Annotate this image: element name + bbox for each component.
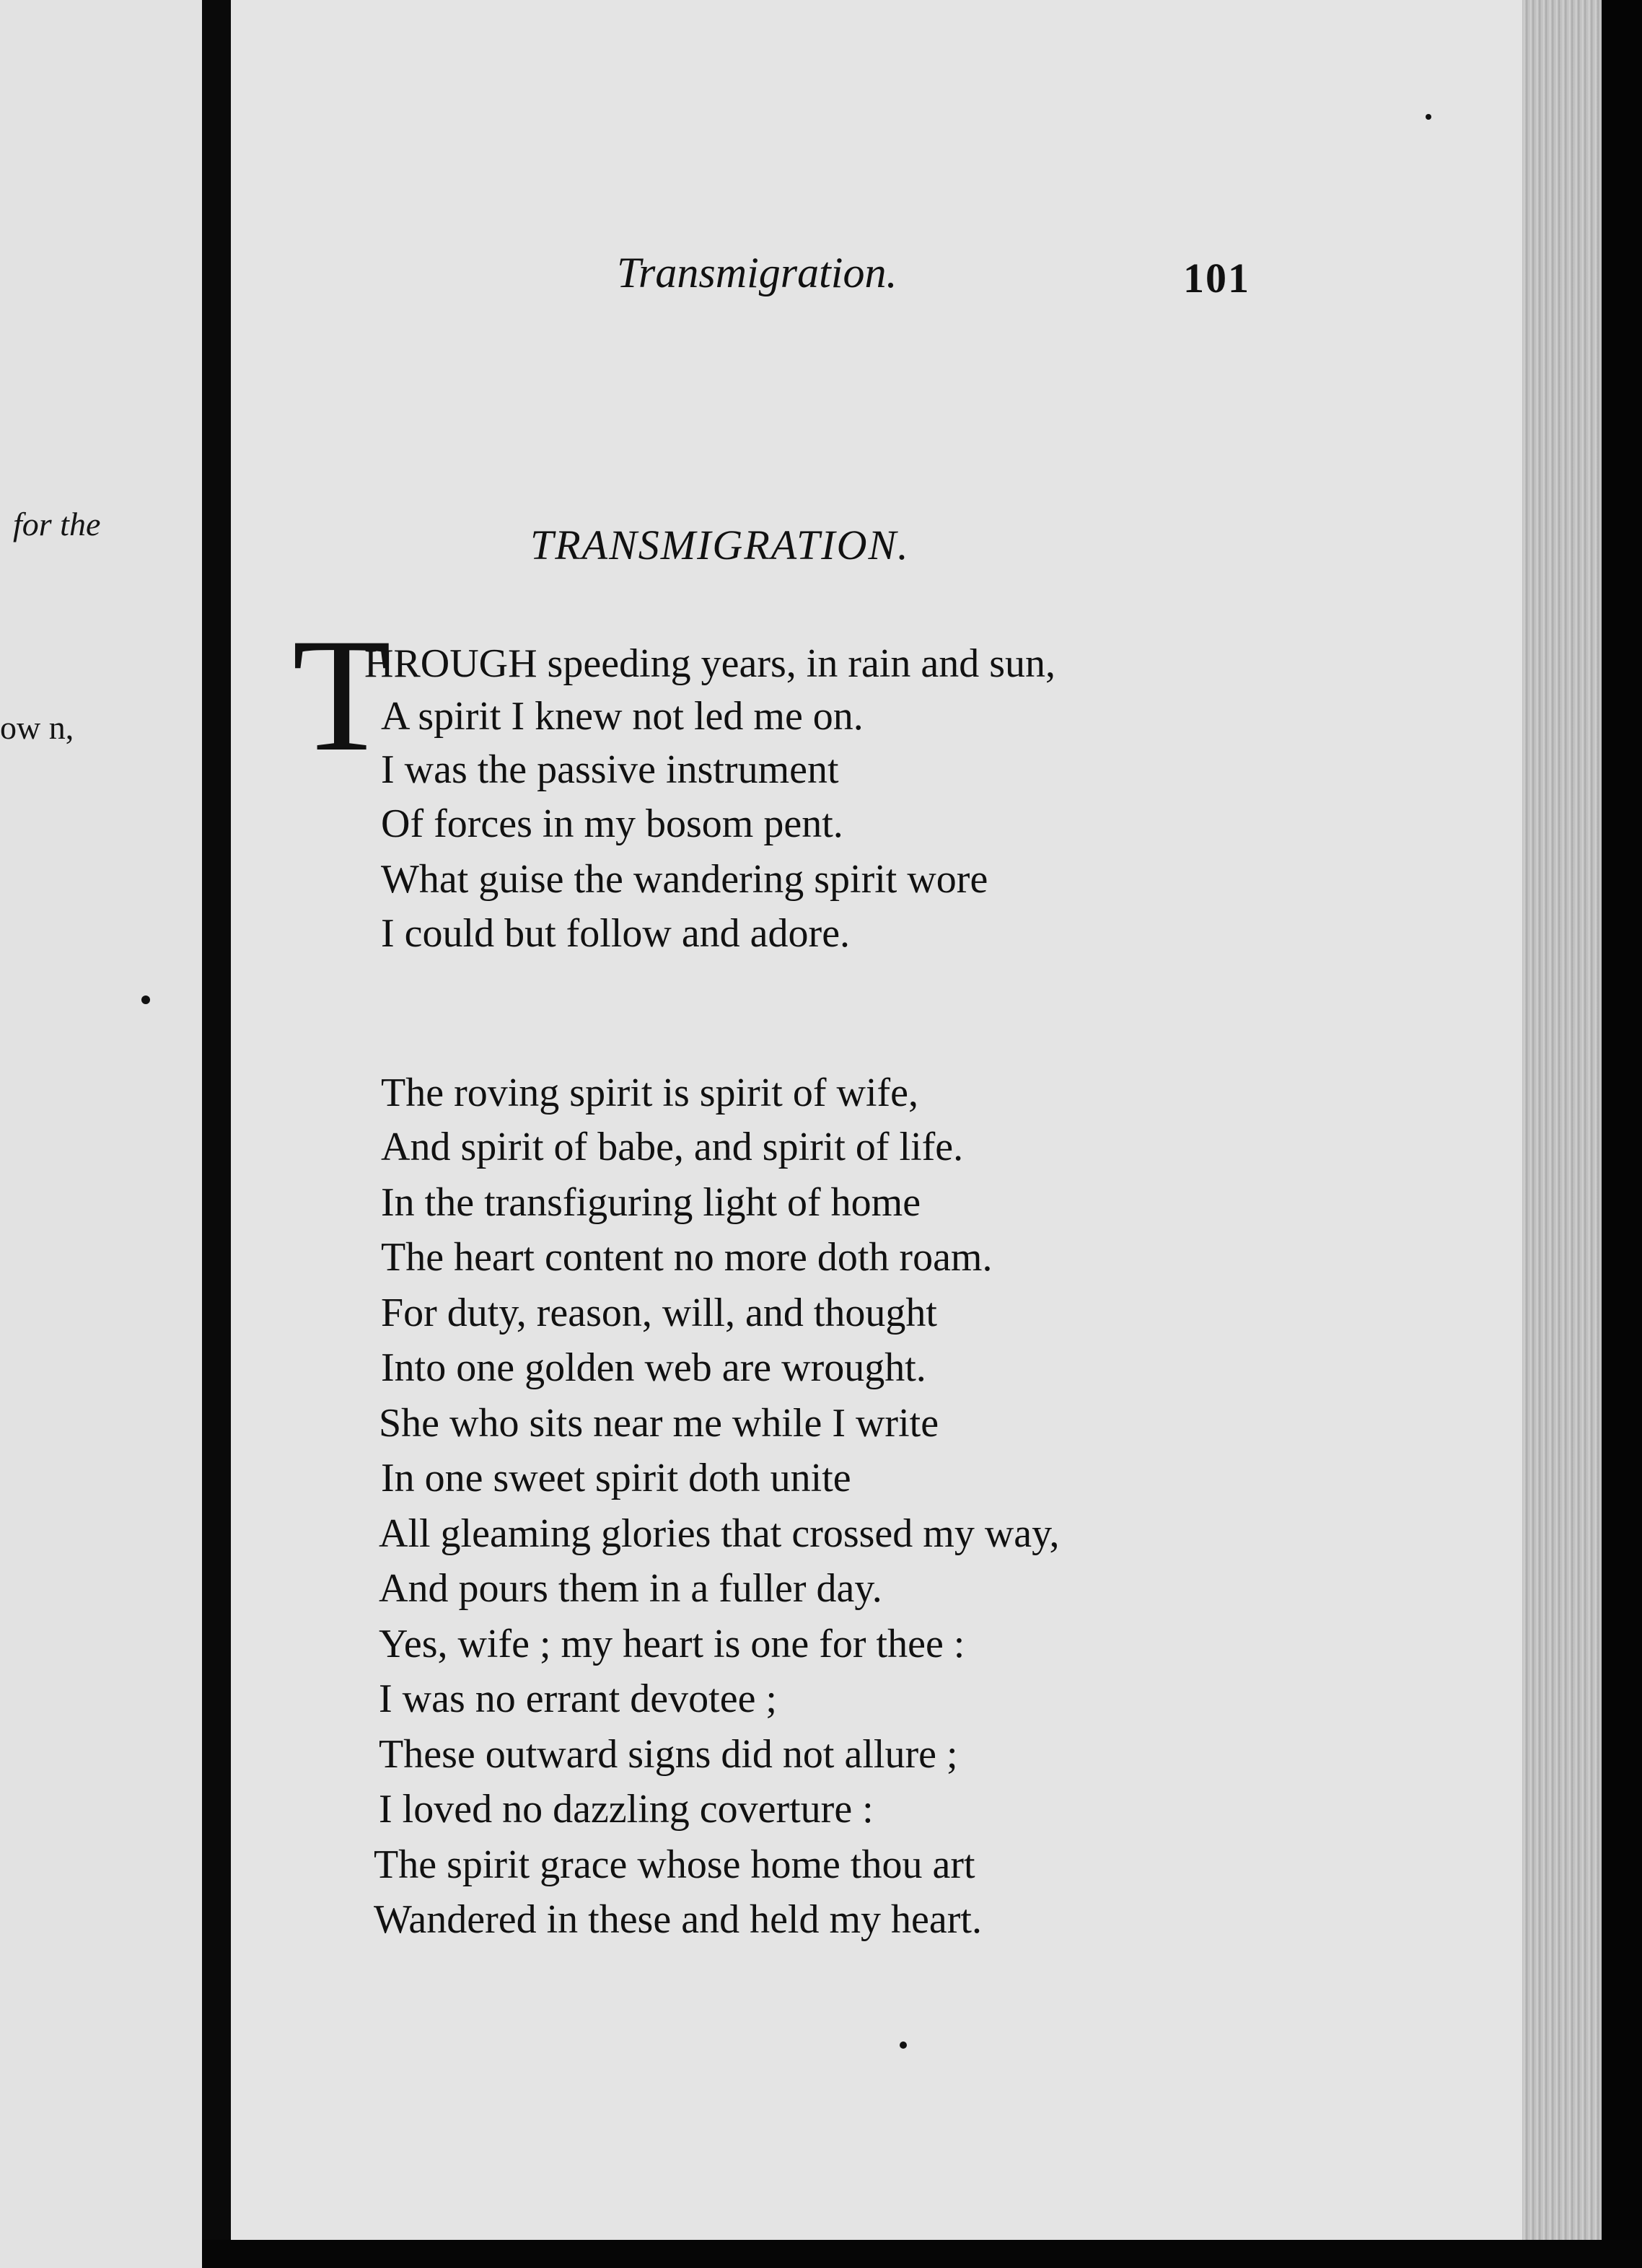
page-number: 101 xyxy=(1183,255,1250,302)
running-title: Transmigration. xyxy=(617,249,897,296)
poem-line: All gleaming glories that crossed my way, xyxy=(379,1511,1060,1556)
ink-speck xyxy=(141,995,150,1004)
page-edges xyxy=(1522,0,1602,2240)
poem-line: Yes, wife ; my heart is one for thee : xyxy=(379,1622,965,1666)
poem-line: I was the passive instrument xyxy=(381,747,839,792)
ink-speck xyxy=(900,2041,907,2049)
poem-line: And pours them in a fuller day. xyxy=(379,1566,882,1611)
poem-line: And spirit of babe, and spirit of life. xyxy=(381,1125,964,1169)
poem-line: I could but follow and adore. xyxy=(381,911,851,956)
poem-line: In one sweet spirit doth unite xyxy=(381,1456,851,1500)
poem-line: I was no errant devotee ; xyxy=(379,1676,777,1721)
book-gutter xyxy=(202,0,231,2268)
poem-line: A spirit I knew not led me on. xyxy=(381,694,864,739)
poem-line: These outward signs did not allure ; xyxy=(379,1732,958,1777)
poem-line: What guise the wandering spirit wore xyxy=(381,857,988,902)
poem-title: TRANSMIGRATION. xyxy=(530,522,910,568)
poem-line: I loved no dazzling coverture : xyxy=(379,1787,874,1832)
poem-line: The heart content no more doth roam. xyxy=(381,1235,993,1280)
poem-line: Into one golden web are wrought. xyxy=(381,1345,926,1390)
left-page-fragment: ow n, xyxy=(0,709,74,746)
poem-line: The roving spirit is spirit of wife, xyxy=(381,1071,919,1115)
ink-speck xyxy=(1426,114,1431,120)
left-page-fragment: for the xyxy=(13,506,101,542)
scan-border xyxy=(202,2240,1642,2268)
poem-line: For duty, reason, will, and thought xyxy=(381,1291,937,1335)
drop-cap: T xyxy=(292,605,392,785)
poem-line: Wandered in these and held my heart. xyxy=(374,1897,982,1942)
poem-line: HROUGH speeding years, in rain and sun, xyxy=(364,641,1056,686)
poem-line: She who sits near me while I write xyxy=(379,1401,939,1446)
poem-line: The spirit grace whose home thou art xyxy=(374,1842,975,1887)
poem-line: Of forces in my bosom pent. xyxy=(381,801,843,846)
left-page xyxy=(0,0,202,2268)
poem-line: In the transfiguring light of home xyxy=(381,1180,921,1225)
